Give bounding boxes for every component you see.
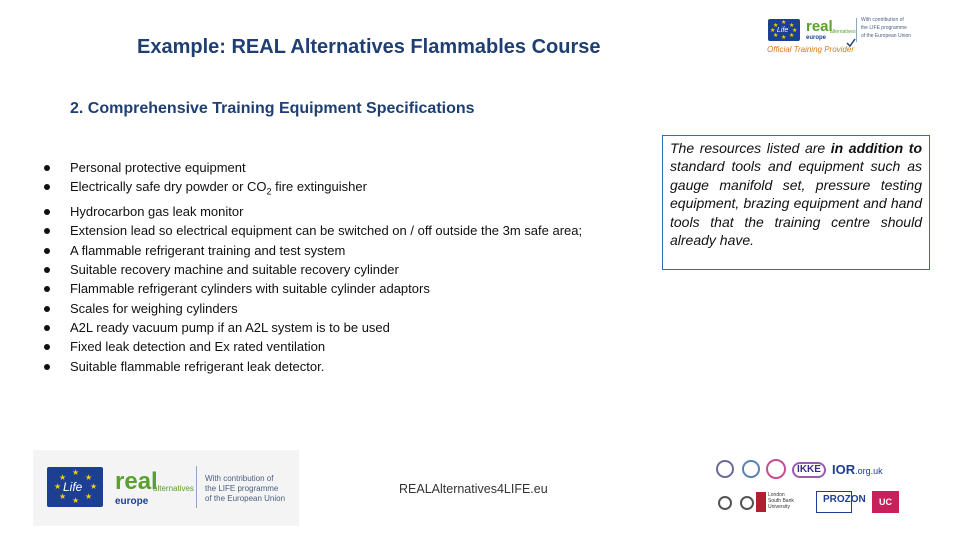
bullet-icon [44,165,50,171]
list-item: Flammable refrigerant cylinders with suitable cylinder adaptors [44,279,619,298]
partner-seal-icon [742,460,760,478]
slide-title: Example: REAL Alternatives Flammables Course [137,36,601,58]
list-item: Suitable recovery machine and suitable recovery cylinder [44,260,619,279]
lsbu-crest-icon [756,492,766,512]
bullet-icon [44,325,50,331]
prozon-logo: PROZON [816,491,852,513]
list-item: Hydrocarbon gas leak monitor [44,202,619,221]
bullet-icon [44,209,50,215]
partner-seal-icon [716,460,734,478]
divider [856,18,857,42]
bullet-icon [44,306,50,312]
resources-note-box: The resources listed are in addition to standard tools and equipment such as gauge manifold set, pressure testing equipment, brazing equipment and hand tools that the training centre should already have. [662,135,930,270]
eu-life-flag-icon: ★ ★ ★ ★ ★ ★ ★ ★ Life [47,467,103,507]
bullet-icon [44,286,50,292]
uc-logo: UC [872,491,899,513]
eu-life-flag-icon: ★ ★ ★ ★ ★ ★ ★ ★ Life [768,19,800,41]
bullet-icon [44,267,50,273]
bullet-icon [44,364,50,370]
real-alternatives-logo-top: ★ ★ ★ ★ ★ ★ ★ ★ Life real alternatives europe With contribution of the LIFE programme of the European Union [770,17,912,41]
bullet-icon [44,184,50,190]
partner-logos [712,456,902,518]
footer-website-link[interactable]: REALAlternatives4LIFE.eu [399,482,548,496]
list-item: Suitable flammable refrigerant leak detector. [44,357,619,376]
divider [196,466,197,508]
ior-logo: IOR.org.uk [832,462,883,477]
bullet-icon [44,228,50,234]
checkmark-icon [846,38,856,48]
lsbu-logo: London South Bank University [768,492,794,510]
list-item: Electrically safe dry powder or $CO_2$ fire extinguisher [44,177,619,202]
list-item: Scales for weighing cylinders [44,299,619,318]
list-item: Extension lead so electrical equipment can be switched on / off outside the 3m safe area; [44,221,619,240]
real-alternatives-logo-bottom: ★ ★ ★ ★ ★ ★ ★ ★ Life real alternatives europe With contribution of the LIFE programme of the European Union [33,450,299,526]
list-item: Fixed leak detection and Ex rated ventilation [44,337,619,356]
list-item: A2L ready vacuum pump if an A2L system is to be used [44,318,619,337]
equipment-list [44,158,619,376]
section-subtitle: 2. Comprehensive Training Equipment Specifications [70,100,475,117]
list-item: A flammable refrigerant training and test system [44,241,619,260]
partner-seal-icon [766,459,786,479]
bullet-icon [44,344,50,350]
bullet-icon [44,248,50,254]
ikke-logo: IKKE [792,462,826,478]
partner-seal-icon [740,496,754,510]
official-training-provider-label: Official Training Provider [767,45,854,54]
partner-seal-icon [718,496,732,510]
list-item: Personal protective equipment [44,158,619,177]
